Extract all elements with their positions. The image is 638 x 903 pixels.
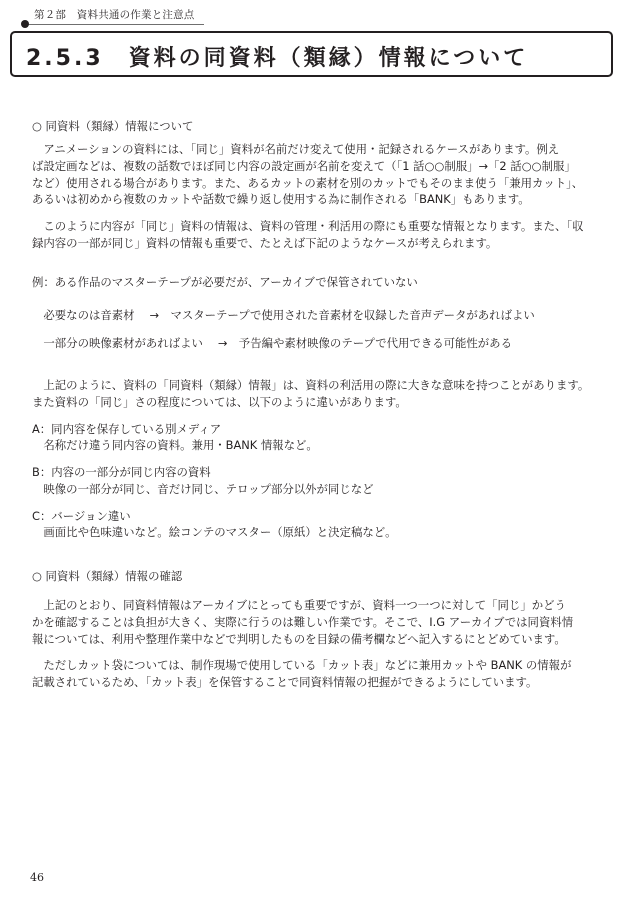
subheading-similar-info: ○ 同資料（類縁）情報について: [32, 119, 194, 133]
paragraph-line: また資料の「同じ」さの程度については、以下のように違いがあります。: [32, 395, 407, 409]
bullet-dot-icon: [21, 20, 29, 28]
paragraph-line: かを確認することは負担が大きく、実際に行うのは難しい作業です。そこで、I.G アーカイブでは同資料情: [32, 615, 574, 629]
example-item: 必要なのは音素材 → マスターテープで使用された音素材を収録した音声データがあればよい: [32, 308, 535, 322]
paragraph-line: 記載されているため、「カット表」を保管することで同資料情報の把握ができるようにしています。: [32, 675, 538, 689]
paragraph-line: 報については、利用や整理作業中などで判明したものを目録の備考欄などへ記入するにとどめています。: [32, 632, 566, 646]
category-b-desc: 映像の一部分が同じ、音だけ同じ、テロップ部分以外が同じなど: [32, 482, 374, 496]
section-title: 2.5.3 資料の同資料（類縁）情報について: [26, 46, 529, 71]
category-b-title: B：内容の一部分が同じ内容の資料: [32, 465, 211, 479]
paragraph-line: ば設定画などは、複数の話数でほぼ同じ内容の設定画が名前を変えて（「1 話○○制服」→「2 話○○制服」: [32, 159, 576, 173]
category-a-title: A：同内容を保存している別メディア: [32, 422, 222, 436]
section-title-box: [10, 31, 613, 77]
category-c-desc: 画面比や色味違いなど。絵コンテのマスター（原紙）と決定稿など。: [32, 525, 397, 539]
paragraph-line: あるいは初めから複数のカットや話数で繰り返し使用する為に制作される「BANK」もあります。: [32, 192, 530, 206]
subheading-confirmation: ○ 同資料（類縁）情報の確認: [32, 569, 183, 583]
category-c-title: C：バージョン違い: [32, 509, 131, 523]
paragraph-line: アニメーションの資料には、「同じ」資料が名前だけ変えて使用・記録されるケースがあります。例え: [32, 142, 560, 156]
category-a-desc: 名称だけ違う同内容の資料。兼用・BANK 情報など。: [32, 438, 318, 452]
example-item: 一部分の映像素材があればよい → 予告編や素材映像のテープで代用できる可能性がある: [32, 336, 512, 350]
paragraph-line: このように内容が「同じ」資料の情報は、資料の管理・利活用の際にも重要な情報となります。また、「収: [32, 219, 584, 233]
paragraph-line: 上記のとおり、同資料情報はアーカイブにとっても重要ですが、資料一つ一つに対して「同じ」かどう: [32, 598, 566, 612]
example-line: 例：ある作品のマスターテープが必要だが、アーカイブで保管されていない: [32, 275, 418, 289]
paragraph-line: 録内容の一部が同じ」資料の情報も重要で、たとえば下記のようなケースが考えられます。: [32, 236, 498, 250]
page-number: 46: [30, 871, 44, 884]
paragraph-line: など）使用される場合があります。また、あるカットの素材を別のカットでもそのまま使う「兼用カット」、: [32, 176, 584, 190]
running-head-text: 第２部 資料共通の作業と注意点: [34, 9, 195, 21]
running-head: [24, 6, 204, 25]
paragraph-line: 上記のように、資料の「同資料（類縁）情報」は、資料の利活用の際に大きな意味を持つことがあります。: [32, 378, 590, 392]
paragraph-line: ただしカット袋については、制作現場で使用している「カット表」などに兼用カットや BANK の情報が: [32, 658, 572, 672]
